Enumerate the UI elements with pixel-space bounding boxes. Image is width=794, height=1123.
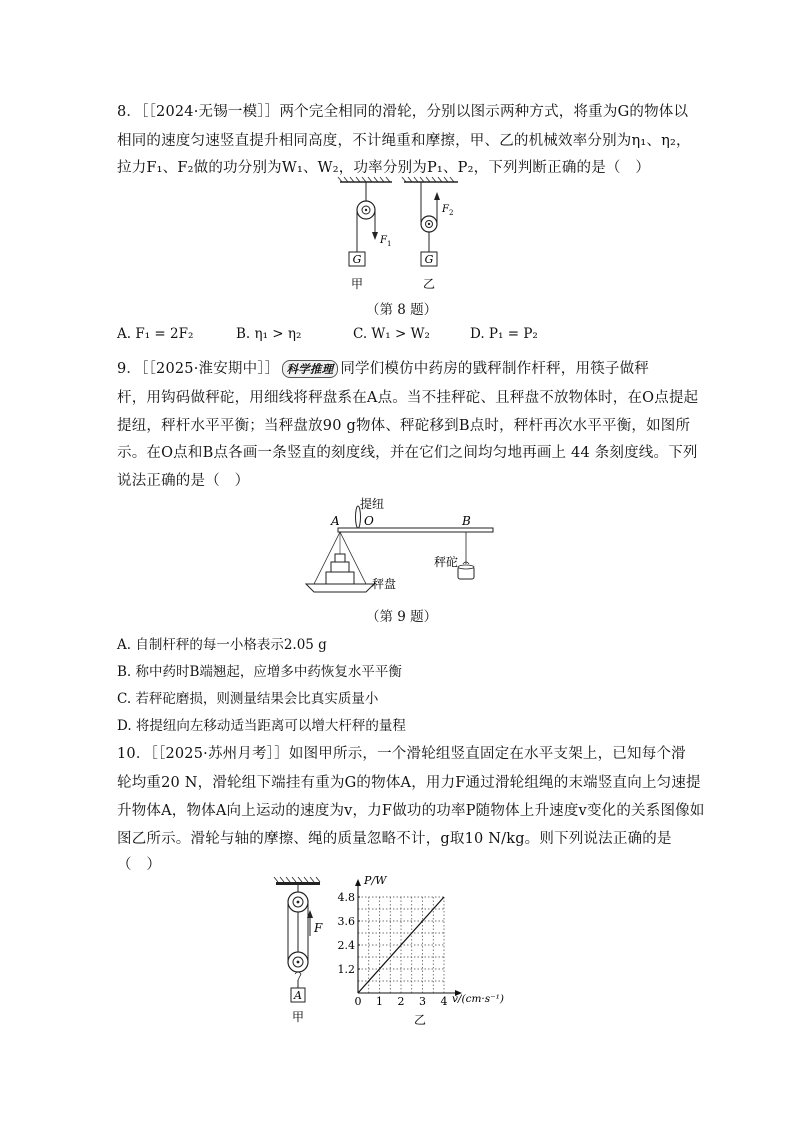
q8-force-f1: F (380, 235, 387, 246)
q8-label-yi: 乙 (422, 277, 436, 291)
q9-line-4: 示。在O点和B点各画一条竖直的刻度线，并在它们之间均匀地再画上 44 条刻度线。下列 (117, 445, 698, 461)
q9-line-2: 杆，用钩码做秤砣，用细线将秤盘系在A点。当不挂秤砣、且秤盘不放物体时，在O点提起 (117, 390, 699, 406)
q9-label-chengtuo: 秤砣 (434, 555, 459, 569)
y-axis-arrow (355, 879, 361, 886)
q8-weight-right: G (424, 253, 434, 266)
q9-line-1-text: 同学们模仿中药房的戥秤制作杆秤，用筷子做秤 (340, 361, 650, 377)
q9-option-b: B. 称中药时B端翘起，应增多中药恢复水平平衡 (117, 664, 402, 680)
q8-line-2: 相同的速度匀速竖直提升相同高度，不计绳重和摩擦，甲、乙的机械效率分别为η₁、η₂， (117, 133, 691, 149)
q10-line-1: 10．［［2025·苏州月考］］如图甲所示，一个滑轮组竖直固定在水平支架上，已知每个滑 (117, 746, 686, 762)
q10-label-jia: 甲 (291, 1010, 305, 1024)
q10-label-yi: 乙 (413, 1013, 427, 1027)
q10-object-a: A (294, 989, 302, 1002)
q8-force-f2: F (442, 204, 449, 215)
y-tick-label: 4.8 (337, 891, 355, 904)
y-tick-label: 1.2 (337, 963, 355, 976)
q8-option-c: C. W₁ > W₂ (353, 326, 430, 342)
y-tick-label: 3.6 (337, 915, 355, 928)
q8-option-a: A. F₁ = 2F₂ (117, 326, 194, 342)
q9-caption: （第 9 题） (366, 609, 438, 625)
q8-caption: （第 8 题） (366, 302, 438, 318)
x-tick-label: 2 (397, 995, 405, 1008)
x-tick-label: 4 (440, 995, 448, 1008)
x-tick-label: 1 (376, 995, 383, 1008)
q9-label-chengpan: 秤盘 (372, 577, 397, 591)
q10-line-3: 升物体A，物体A向上运动的速度为v，力F做功的功率P随物体上升速度v变化的关系图像如 (117, 803, 705, 819)
y-tick-label: 2.4 (337, 939, 355, 952)
chart-ticks (338, 891, 448, 1008)
q8-force-f2-sub: 2 (449, 209, 454, 217)
q10-line-4: 图乙所示。滑轮与轴的摩擦、绳的质量忽略不计，g取10 N/kg。则下列说法正确的是 (117, 831, 672, 847)
q8-weight-left: G (352, 253, 362, 266)
q8-figure (330, 176, 470, 294)
q8-line-3: 拉力F₁、F₂做的功分别为W₁、W₂，功率分别为P₁、P₂，下列判断正确的是（ ） (117, 160, 651, 176)
q9-option-c: C. 若秤砣磨损，则测量结果会比真实质量小 (117, 691, 379, 707)
q10-line-5: （ ） (117, 857, 162, 873)
q9-line-3: 提纽，秤杆水平平衡；当秤盘放90 g物体、秤砣移到B点时，秤杆再次水平平衡，如图所 (117, 418, 691, 434)
q9-label-o: O (364, 514, 374, 528)
q9-line-5: 说法正确的是（ ） (117, 473, 250, 489)
q9-source: 9．［［2025·淮安期中］］ (117, 361, 280, 377)
x-tick-label: 0 (354, 995, 362, 1008)
q9-option-d: D. 将提纽向左移动适当距离可以增大杆秤的量程 (117, 718, 406, 734)
q8-line-1: 8．［［2024·无锡一模］］两个完全相同的滑轮，分别以图示两种方式，将重为G的物体以 (117, 104, 689, 120)
chart-x-label: v/(cm·s⁻¹) (452, 993, 504, 1005)
q8-option-d: D. P₁ = P₂ (470, 326, 538, 342)
q9-option-a: A. 自制杆秤的每一小格表示2.05 g (117, 637, 327, 653)
x-tick-label: 3 (419, 995, 426, 1008)
q10-chart (330, 870, 530, 1028)
q8-label-jia: 甲 (350, 277, 364, 291)
q8-option-b: B. η₁ > η₂ (236, 326, 302, 342)
q9-label-b: B (462, 514, 471, 528)
q9-figure (300, 492, 500, 598)
q10-line-2: 轮均重20 N，滑轮组下端挂有重为G的物体A，用力F通过滑轮组绳的末端竖直向上匀速提 (117, 775, 701, 791)
q9-label-a: A (331, 514, 340, 528)
q8-force-f1-sub: 1 (387, 240, 392, 248)
q9-label-tini: 提纽 (360, 497, 385, 511)
q10-force-f: F (314, 921, 323, 935)
q9-badge: 科学推理 (282, 360, 339, 378)
chart-y-label: P/W (364, 874, 387, 887)
q9-line-1 (117, 357, 649, 378)
q10-figure-pulley (272, 876, 332, 1026)
